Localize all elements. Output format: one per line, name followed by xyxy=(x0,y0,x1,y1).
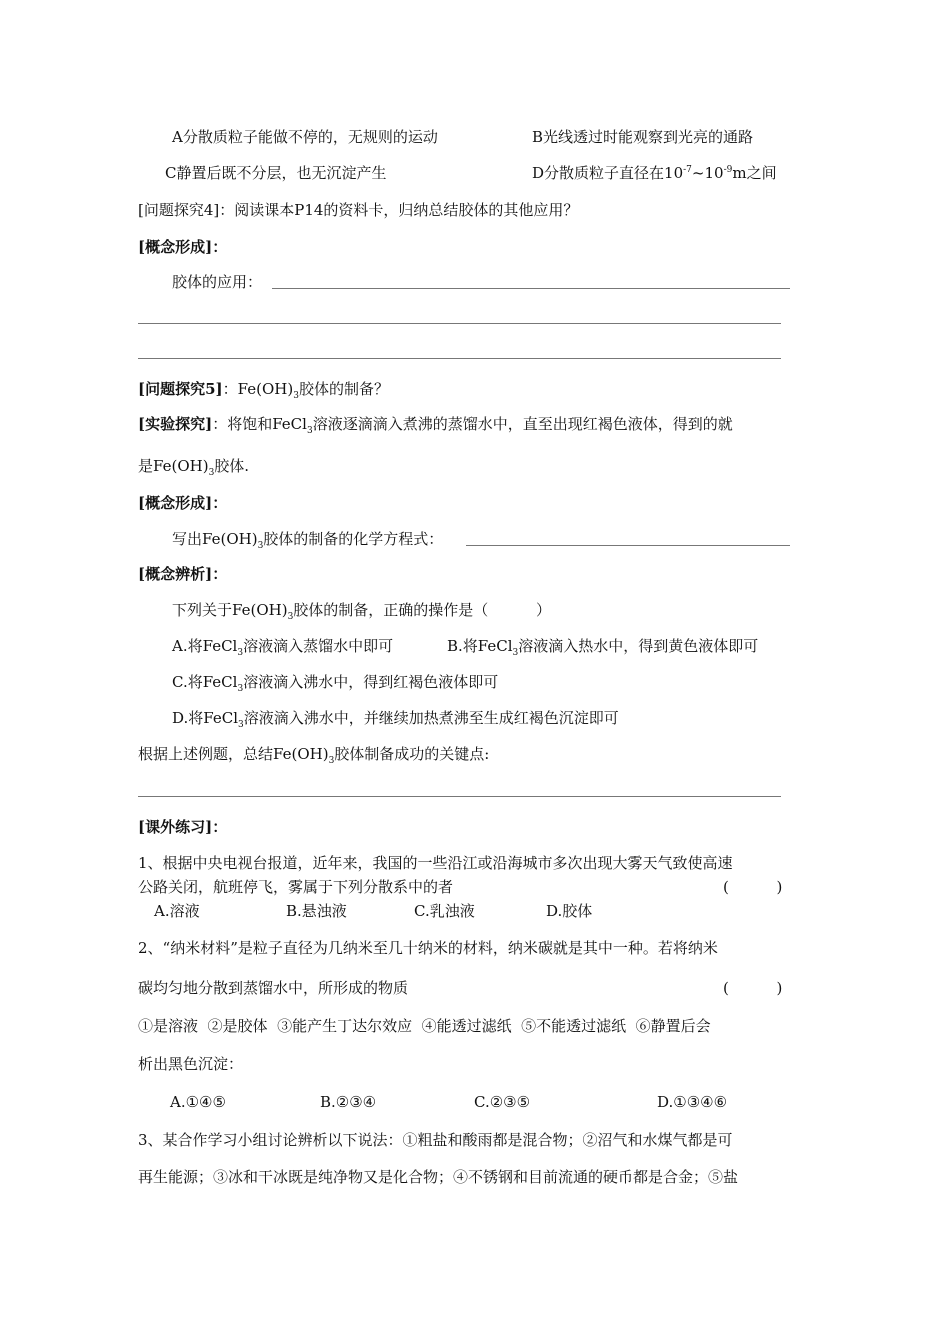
ex1-option-d: D.胶体 xyxy=(546,902,593,920)
equation-prompt: 写出$Fe(OH)_3$胶体的制备的化学方程式： xyxy=(172,530,444,551)
answer-line xyxy=(138,358,781,359)
ex1-answer-paren: ( ) xyxy=(723,878,783,896)
mcq-option-d: D.将FeCl$_3$溶液滴入沸水中，并继续加热煮沸至生成红褐色沉淀即可 xyxy=(172,709,619,730)
answer-line xyxy=(138,323,781,324)
mcq-stem: 下列关于$Fe(OH)_3$胶体的制备，正确的操作是（ ） xyxy=(172,601,551,622)
exercise-heading: [课外练习]： xyxy=(138,818,228,836)
option-d: D分散质粒子直径在$10^{-7}\sim 10^{-9}m$之间 xyxy=(532,164,777,182)
ex1-line-1: 1、根据中央电视台报道，近年来，我国的一些沿江或沿海城市多次出现大雾天气致使高速 xyxy=(138,854,733,872)
concept-formation-heading: [概念形成]： xyxy=(138,494,228,512)
option-a: A分散质粒子能做不停的，无规则的运动 xyxy=(172,128,438,146)
answer-line xyxy=(466,545,790,546)
ex3-line-1: 3、某合作学习小组讨论辨析以下说法：①粗盐和酸雨都是混合物；②沼气和水煤气都是可 xyxy=(138,1131,733,1149)
colloid-use-label: 胶体的应用： xyxy=(172,273,263,291)
ex1-line-2: 公路关闭，航班停飞，雾属于下列分散系中的者 xyxy=(138,878,454,896)
experiment-line-1: [实验探究]：将饱和FeCl$_3$溶液逐滴滴入煮沸的蒸馏水中，直至出现红褐色液体，得到的就 xyxy=(138,415,733,436)
concept-analysis-heading: [概念辨析]： xyxy=(138,565,228,583)
concept-formation-heading: [概念形成]： xyxy=(138,238,228,256)
ex2-option-c: C.②③⑤ xyxy=(474,1093,531,1111)
explore-5: [问题探究5]：$Fe(OH)_3$胶体的制备？ xyxy=(138,380,389,401)
ex2-option-d: D.①③④⑥ xyxy=(657,1093,728,1111)
option-c: C静置后既不分层，也无沉淀产生 xyxy=(165,164,387,182)
ex2-line-1: 2、“纳米材料”是粒子直径为几纳米至几十纳米的材料，纳米碳就是其中一种。若将纳米 xyxy=(138,939,718,957)
ex2-option-a: A.①④⑤ xyxy=(170,1093,226,1111)
ex1-option-a: A.溶液 xyxy=(154,902,200,920)
ex2-line-4: 析出黑色沉淀： xyxy=(138,1055,244,1073)
answer-line xyxy=(138,796,781,797)
mcq-option-a: A.将FeCl$_3$溶液滴入蒸馏水中即可 xyxy=(172,637,394,658)
ex2-answer-paren: ( ) xyxy=(723,979,783,997)
option-b: B光线透过时能观察到光亮的通路 xyxy=(532,128,754,146)
ex1-option-c: C.乳浊液 xyxy=(414,902,475,920)
ex3-line-2: 再生能源；③冰和干冰既是纯净物又是化合物；④不锈钢和目前流通的硬币都是合金；⑤盐 xyxy=(138,1168,739,1186)
explore-4: [问题探究4]：阅读课本P14的资料卡，归纳总结胶体的其他应用？ xyxy=(138,201,579,219)
mcq-option-c: C.将FeCl$_3$溶液滴入沸水中，得到红褐色液体即可 xyxy=(172,673,499,694)
ex2-line-3: ①是溶液 ②是胶体 ③能产生丁达尔效应 ④能透过滤纸 ⑤不能透过滤纸 ⑥静置后会 xyxy=(138,1017,711,1035)
answer-line xyxy=(272,288,790,289)
ex2-line-2: 碳均匀地分散到蒸馏水中，所形成的物质 xyxy=(138,979,409,997)
ex2-option-b: B.②③④ xyxy=(320,1093,377,1111)
summary-prompt: 根据上述例题，总结$Fe(OH)_3$胶体制备成功的关键点: xyxy=(138,745,490,766)
mcq-option-b: B.将FeCl$_3$溶液滴入热水中，得到黄色液体即可 xyxy=(447,637,759,658)
experiment-line-2: 是$Fe(OH)_3$胶体. xyxy=(138,457,250,478)
ex1-option-b: B.悬浊液 xyxy=(286,902,347,920)
